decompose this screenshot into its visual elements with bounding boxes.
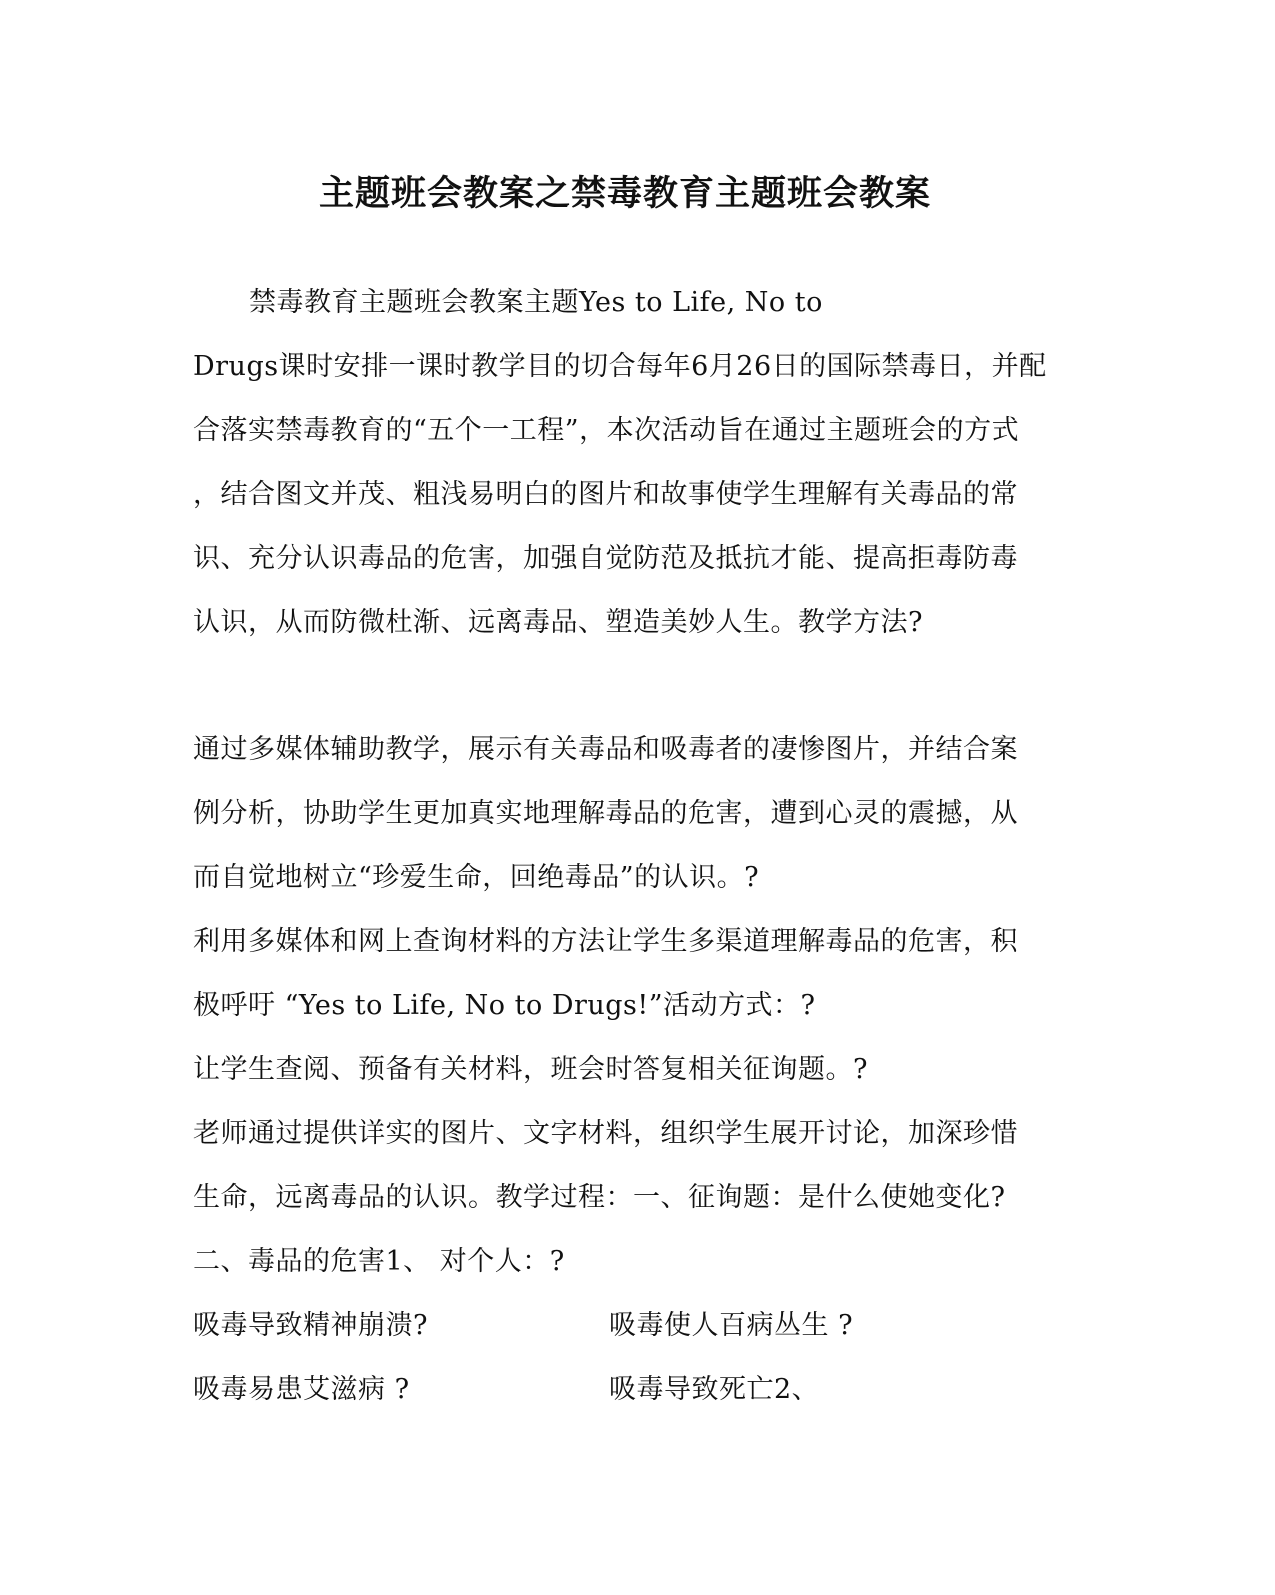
paragraph-line: 利用多媒体和网上查询材料的方法让学生多渠道理解毒品的危害，积 [193,926,1018,957]
paragraph-line: 禁毒教育主题班会教案主题Yes to Life, No to [249,287,823,318]
paragraph-line: 识、充分认识毒品的危害，加强自觉防范及抵抗才能、提高拒毒防毒 [193,543,1018,574]
paragraph-line: 让学生查阅、预备有关材料，班会时答复相关征询题。? [193,1054,868,1085]
paragraph-line: 生命，远离毒品的认识。教学过程：一、征询题：是什么使她变化? [193,1182,1006,1213]
paragraph-line: 通过多媒体辅助教学，展示有关毒品和吸毒者的凄惨图片，并结合案 [193,734,1018,765]
harm-list-item: 吸毒易患艾滋病 ? [193,1374,410,1405]
harm-list-item: 吸毒导致死亡2、 [609,1374,820,1405]
paragraph-line: 合落实禁毒教育的“五个一工程”，本次活动旨在通过主题班会的方式 [193,415,1020,446]
paragraph-line: 而自觉地树立“珍爱生命，回绝毒品”的认识。? [193,862,760,893]
document-title: 主题班会教案之禁毒教育主题班会教案 [318,173,931,214]
paragraph-line: 例分析，协助学生更加真实地理解毒品的危害，遭到心灵的震撼，从 [193,798,1018,829]
paragraph-line: 认识，从而防微杜渐、远离毒品、塑造美妙人生。教学方法? [193,607,923,638]
paragraph-line: Drugs课时安排一课时教学目的切合每年6月26日的国际禁毒日，并配 [193,351,1047,382]
paragraph-line: 老师通过提供详实的图片、文字材料，组织学生展开讨论，加深珍惜 [193,1118,1018,1149]
paragraph-line: 二、毒品的危害1、 对个人：? [193,1246,565,1277]
paragraph-line: ，结合图文并茂、粗浅易明白的图片和故事使学生理解有关毒品的常 [193,479,1018,510]
harm-list-item: 吸毒使人百病丛生 ? [609,1310,854,1341]
harm-list-item: 吸毒导致精神崩溃? [193,1310,428,1341]
paragraph-line: 极呼吁 “Yes to Life, No to Drugs!”活动方式：? [193,990,816,1021]
